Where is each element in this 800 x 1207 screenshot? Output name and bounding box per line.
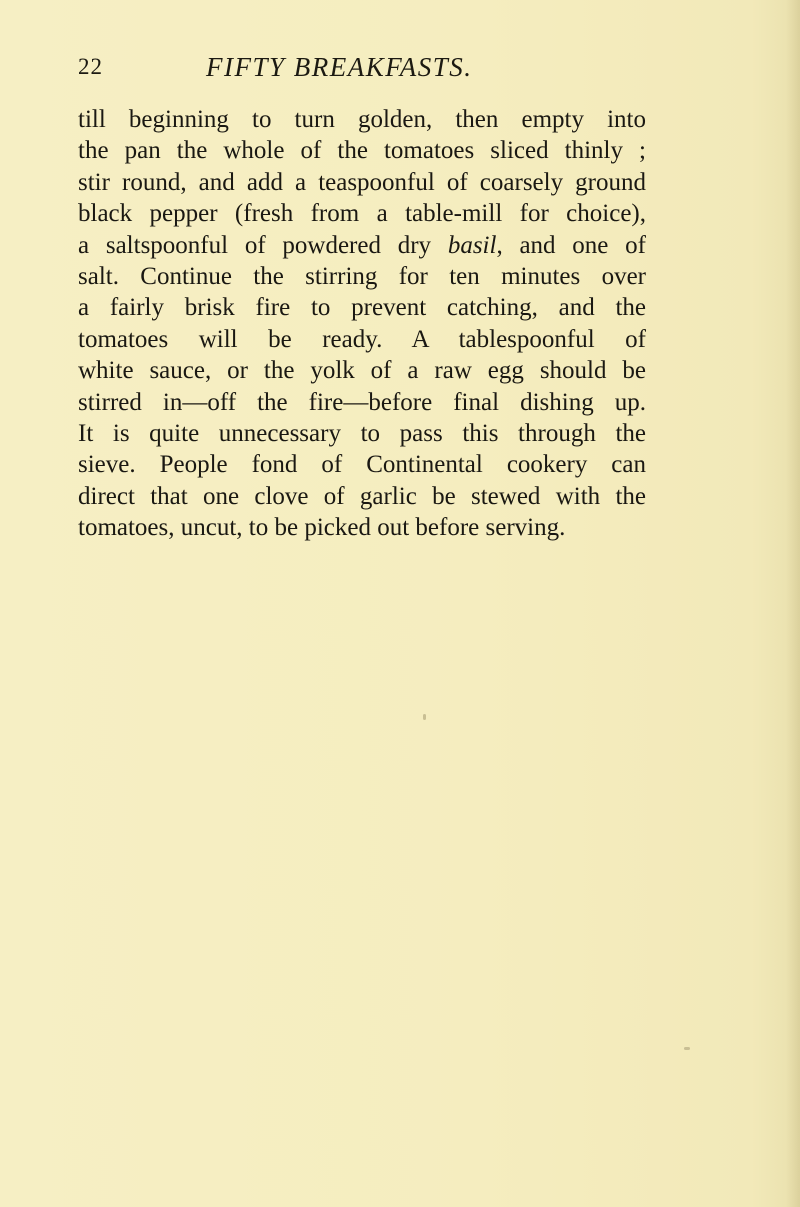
text-line: a fairly brisk fire to prevent catching, and the xyxy=(78,294,646,322)
text-fragment: , and one of xyxy=(496,231,646,259)
page-number: 22 xyxy=(78,54,103,79)
running-head: FIFTY BREAKFASTS. xyxy=(206,52,473,82)
text-line: direct that one clove of garlic be stewed with the xyxy=(78,482,646,510)
paper-speck xyxy=(684,1047,690,1050)
text-line: salt. Continue the stirring for ten minutes over xyxy=(78,263,646,291)
text-line: tomatoes will be ready. A tablespoonful of xyxy=(78,325,646,353)
paper-speck xyxy=(423,714,426,720)
text-line: It is quite unnecessary to pass this through the xyxy=(78,420,646,448)
text-line: stirred in—off the fire—before final dishing up. xyxy=(78,388,646,416)
text-line: the pan the whole of the tomatoes sliced thinly ; xyxy=(78,137,646,165)
text-line: white sauce, or the yolk of a raw egg should be xyxy=(78,357,646,385)
text-line-with-italic xyxy=(78,230,646,261)
text-line: sieve. People fond of Continental cookery can xyxy=(78,451,646,479)
text-line: stir round, and add a teaspoonful of coarsely ground xyxy=(78,168,646,196)
page-edge-shadow xyxy=(786,0,800,1207)
body-paragraph xyxy=(78,104,646,544)
text-line: black pepper (fresh from a table-mill for choice), xyxy=(78,200,646,228)
text-fragment: a saltspoonful of powdered dry xyxy=(78,231,432,259)
text-line: till beginning to turn golden, then empty into xyxy=(78,106,646,133)
text-line: tomatoes, uncut, to be picked out before serving. xyxy=(78,514,566,542)
page-header xyxy=(78,52,658,92)
italic-word: basil xyxy=(447,231,497,259)
